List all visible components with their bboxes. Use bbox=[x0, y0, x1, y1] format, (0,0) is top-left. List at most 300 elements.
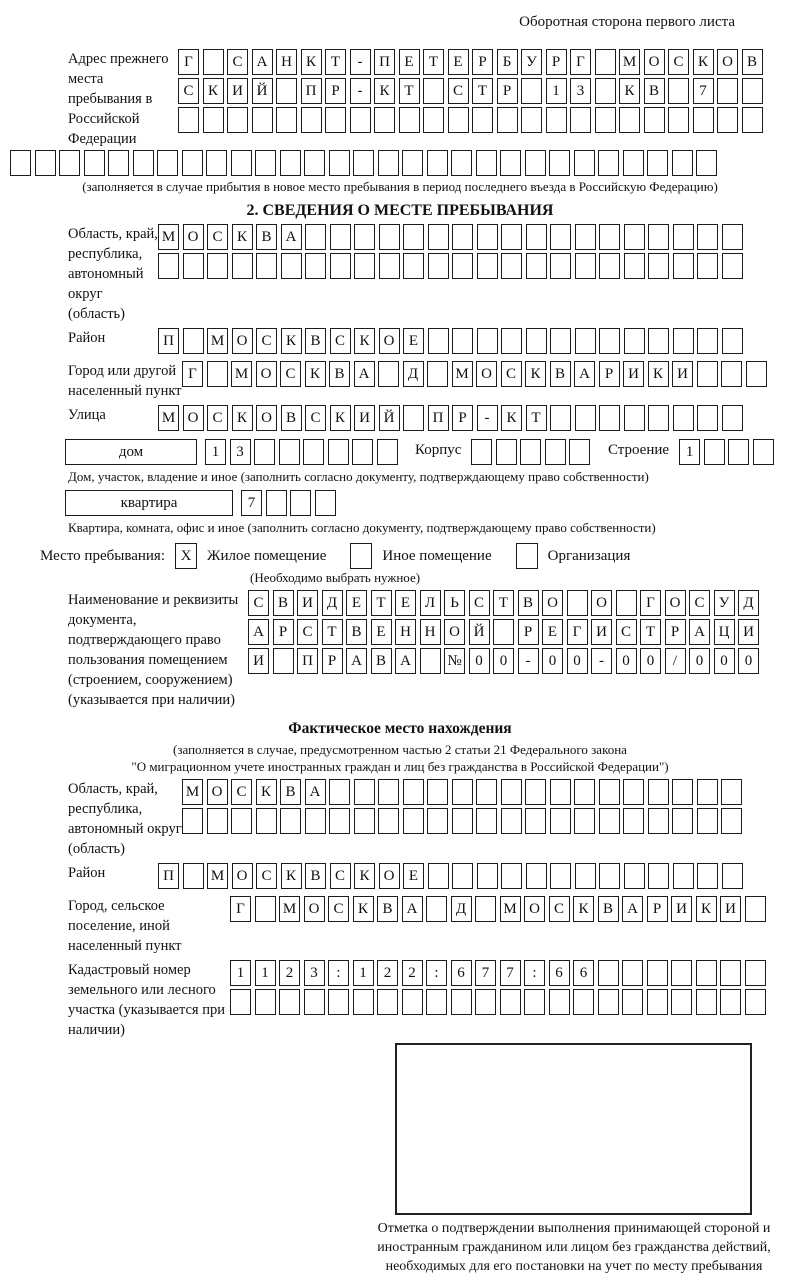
char-cell[interactable]: П bbox=[158, 863, 179, 889]
char-cell[interactable]: 0 bbox=[640, 648, 661, 674]
char-cell[interactable] bbox=[549, 150, 570, 176]
char-cell[interactable] bbox=[746, 361, 767, 387]
char-cell[interactable] bbox=[374, 107, 395, 133]
char-cell[interactable] bbox=[672, 150, 693, 176]
char-cell[interactable] bbox=[623, 779, 644, 805]
char-cell[interactable] bbox=[672, 808, 693, 834]
char-cell[interactable]: Т bbox=[399, 78, 420, 104]
char-cell[interactable]: Л bbox=[420, 590, 441, 616]
char-cell[interactable]: О bbox=[476, 361, 497, 387]
char-cell[interactable]: - bbox=[591, 648, 612, 674]
char-cell[interactable]: 6 bbox=[451, 960, 472, 986]
char-cell[interactable] bbox=[305, 253, 326, 279]
char-cell[interactable]: О bbox=[591, 590, 612, 616]
char-cell[interactable] bbox=[722, 328, 743, 354]
char-cell[interactable]: А bbox=[252, 49, 273, 75]
char-cell[interactable]: Т bbox=[325, 49, 346, 75]
char-cell[interactable] bbox=[647, 989, 668, 1015]
char-cell[interactable] bbox=[550, 253, 571, 279]
char-cell[interactable]: П bbox=[374, 49, 395, 75]
char-cell[interactable] bbox=[477, 863, 498, 889]
char-cell[interactable]: Н bbox=[420, 619, 441, 645]
char-cell[interactable]: В bbox=[280, 779, 301, 805]
char-cell[interactable]: 1 bbox=[546, 78, 567, 104]
char-cell[interactable]: Е bbox=[448, 49, 469, 75]
char-cell[interactable]: С bbox=[330, 863, 351, 889]
char-cell[interactable] bbox=[420, 648, 441, 674]
checkbox-residential[interactable]: X bbox=[175, 543, 197, 569]
char-cell[interactable]: А bbox=[622, 896, 643, 922]
char-cell[interactable] bbox=[254, 439, 275, 465]
char-cell[interactable] bbox=[279, 439, 300, 465]
char-cell[interactable]: Г bbox=[567, 619, 588, 645]
char-cell[interactable]: 3 bbox=[570, 78, 591, 104]
char-cell[interactable] bbox=[315, 490, 336, 516]
char-cell[interactable] bbox=[623, 150, 644, 176]
char-cell[interactable]: Е bbox=[403, 863, 424, 889]
char-cell[interactable]: К bbox=[281, 328, 302, 354]
char-cell[interactable] bbox=[648, 405, 669, 431]
char-cell[interactable] bbox=[697, 253, 718, 279]
char-cell[interactable] bbox=[108, 150, 129, 176]
char-cell[interactable] bbox=[525, 150, 546, 176]
char-cell[interactable]: Р bbox=[546, 49, 567, 75]
char-cell[interactable] bbox=[717, 78, 738, 104]
checkbox-other-premises[interactable] bbox=[350, 543, 372, 569]
char-cell[interactable] bbox=[379, 224, 400, 250]
char-cell[interactable] bbox=[183, 863, 204, 889]
char-cell[interactable] bbox=[476, 808, 497, 834]
char-cell[interactable]: А bbox=[574, 361, 595, 387]
char-cell[interactable] bbox=[158, 253, 179, 279]
char-cell[interactable]: 2 bbox=[377, 960, 398, 986]
char-cell[interactable]: Р bbox=[273, 619, 294, 645]
char-cell[interactable]: А bbox=[281, 224, 302, 250]
char-cell[interactable]: У bbox=[714, 590, 735, 616]
char-cell[interactable]: В bbox=[550, 361, 571, 387]
char-cell[interactable] bbox=[426, 896, 447, 922]
char-cell[interactable] bbox=[720, 960, 741, 986]
char-cell[interactable] bbox=[203, 49, 224, 75]
char-cell[interactable] bbox=[599, 224, 620, 250]
char-cell[interactable] bbox=[305, 808, 326, 834]
char-cell[interactable] bbox=[451, 150, 472, 176]
char-cell[interactable] bbox=[448, 107, 469, 133]
char-cell[interactable]: В bbox=[518, 590, 539, 616]
char-cell[interactable] bbox=[569, 439, 590, 465]
char-cell[interactable] bbox=[728, 439, 749, 465]
char-cell[interactable] bbox=[256, 808, 277, 834]
char-cell[interactable]: Р bbox=[325, 78, 346, 104]
char-cell[interactable] bbox=[545, 439, 566, 465]
char-cell[interactable] bbox=[697, 779, 718, 805]
char-cell[interactable] bbox=[452, 863, 473, 889]
char-cell[interactable] bbox=[399, 107, 420, 133]
char-cell[interactable] bbox=[281, 253, 302, 279]
char-cell[interactable]: С bbox=[256, 863, 277, 889]
char-cell[interactable]: М bbox=[158, 405, 179, 431]
char-cell[interactable]: К bbox=[354, 863, 375, 889]
char-cell[interactable] bbox=[525, 779, 546, 805]
char-cell[interactable]: Ь bbox=[444, 590, 465, 616]
char-cell[interactable]: 1 bbox=[255, 960, 276, 986]
char-cell[interactable] bbox=[35, 150, 56, 176]
char-cell[interactable] bbox=[717, 107, 738, 133]
char-cell[interactable]: : bbox=[524, 960, 545, 986]
char-cell[interactable] bbox=[722, 224, 743, 250]
apartment-type-box[interactable]: квартира bbox=[65, 490, 233, 516]
char-cell[interactable]: К bbox=[301, 49, 322, 75]
char-cell[interactable] bbox=[742, 107, 763, 133]
char-cell[interactable] bbox=[403, 808, 424, 834]
char-cell[interactable]: М bbox=[207, 328, 228, 354]
char-cell[interactable] bbox=[290, 490, 311, 516]
char-cell[interactable]: 0 bbox=[616, 648, 637, 674]
char-cell[interactable]: Р bbox=[472, 49, 493, 75]
char-cell[interactable] bbox=[616, 590, 637, 616]
char-cell[interactable] bbox=[428, 224, 449, 250]
char-cell[interactable] bbox=[619, 107, 640, 133]
char-cell[interactable] bbox=[575, 253, 596, 279]
char-cell[interactable] bbox=[133, 150, 154, 176]
char-cell[interactable] bbox=[477, 253, 498, 279]
char-cell[interactable] bbox=[252, 107, 273, 133]
char-cell[interactable]: О bbox=[207, 779, 228, 805]
char-cell[interactable] bbox=[328, 439, 349, 465]
char-cell[interactable] bbox=[354, 779, 375, 805]
char-cell[interactable]: О bbox=[717, 49, 738, 75]
char-cell[interactable]: К bbox=[256, 779, 277, 805]
char-cell[interactable]: Д bbox=[322, 590, 343, 616]
char-cell[interactable] bbox=[574, 150, 595, 176]
char-cell[interactable]: Д bbox=[738, 590, 759, 616]
char-cell[interactable]: 0 bbox=[542, 648, 563, 674]
char-cell[interactable]: О bbox=[183, 405, 204, 431]
char-cell[interactable] bbox=[647, 960, 668, 986]
char-cell[interactable]: И bbox=[671, 896, 692, 922]
char-cell[interactable]: К bbox=[232, 224, 253, 250]
char-cell[interactable]: М bbox=[207, 863, 228, 889]
char-cell[interactable] bbox=[427, 361, 448, 387]
char-cell[interactable]: О bbox=[644, 49, 665, 75]
char-cell[interactable]: С bbox=[689, 590, 710, 616]
char-cell[interactable]: Р bbox=[599, 361, 620, 387]
char-cell[interactable]: Е bbox=[542, 619, 563, 645]
char-cell[interactable] bbox=[500, 989, 521, 1015]
char-cell[interactable]: П bbox=[301, 78, 322, 104]
char-cell[interactable] bbox=[403, 253, 424, 279]
char-cell[interactable] bbox=[721, 361, 742, 387]
char-cell[interactable] bbox=[157, 150, 178, 176]
char-cell[interactable] bbox=[668, 107, 689, 133]
char-cell[interactable] bbox=[280, 150, 301, 176]
char-cell[interactable]: Д bbox=[451, 896, 472, 922]
char-cell[interactable]: К bbox=[330, 405, 351, 431]
char-cell[interactable] bbox=[477, 328, 498, 354]
char-cell[interactable] bbox=[526, 328, 547, 354]
char-cell[interactable]: А bbox=[305, 779, 326, 805]
char-cell[interactable] bbox=[697, 405, 718, 431]
char-cell[interactable]: О bbox=[542, 590, 563, 616]
char-cell[interactable] bbox=[671, 960, 692, 986]
char-cell[interactable]: И bbox=[738, 619, 759, 645]
char-cell[interactable] bbox=[378, 150, 399, 176]
char-cell[interactable]: 0 bbox=[493, 648, 514, 674]
char-cell[interactable]: 0 bbox=[469, 648, 490, 674]
char-cell[interactable] bbox=[673, 224, 694, 250]
char-cell[interactable] bbox=[575, 224, 596, 250]
char-cell[interactable] bbox=[452, 253, 473, 279]
char-cell[interactable] bbox=[644, 107, 665, 133]
char-cell[interactable]: Г bbox=[570, 49, 591, 75]
char-cell[interactable] bbox=[595, 49, 616, 75]
char-cell[interactable]: К bbox=[203, 78, 224, 104]
char-cell[interactable]: Т bbox=[322, 619, 343, 645]
char-cell[interactable] bbox=[573, 989, 594, 1015]
char-cell[interactable]: Р bbox=[452, 405, 473, 431]
char-cell[interactable]: 2 bbox=[402, 960, 423, 986]
char-cell[interactable] bbox=[232, 253, 253, 279]
char-cell[interactable]: Г bbox=[640, 590, 661, 616]
char-cell[interactable] bbox=[742, 78, 763, 104]
char-cell[interactable] bbox=[696, 150, 717, 176]
char-cell[interactable] bbox=[648, 779, 669, 805]
char-cell[interactable] bbox=[575, 863, 596, 889]
char-cell[interactable]: О bbox=[379, 863, 400, 889]
char-cell[interactable]: № bbox=[444, 648, 465, 674]
char-cell[interactable] bbox=[207, 808, 228, 834]
char-cell[interactable]: 6 bbox=[549, 960, 570, 986]
char-cell[interactable]: 7 bbox=[241, 490, 262, 516]
char-cell[interactable]: 3 bbox=[304, 960, 325, 986]
char-cell[interactable] bbox=[524, 989, 545, 1015]
char-cell[interactable]: 0 bbox=[689, 648, 710, 674]
char-cell[interactable]: Р bbox=[322, 648, 343, 674]
char-cell[interactable] bbox=[599, 808, 620, 834]
char-cell[interactable] bbox=[427, 779, 448, 805]
char-cell[interactable] bbox=[673, 863, 694, 889]
char-cell[interactable]: К bbox=[648, 361, 669, 387]
char-cell[interactable] bbox=[304, 989, 325, 1015]
char-cell[interactable]: Р bbox=[497, 78, 518, 104]
char-cell[interactable]: И bbox=[227, 78, 248, 104]
checkbox-organization[interactable] bbox=[516, 543, 538, 569]
char-cell[interactable] bbox=[648, 863, 669, 889]
char-cell[interactable] bbox=[329, 808, 350, 834]
char-cell[interactable]: С bbox=[248, 590, 269, 616]
char-cell[interactable]: 0 bbox=[738, 648, 759, 674]
char-cell[interactable]: В bbox=[305, 328, 326, 354]
char-cell[interactable]: Е bbox=[371, 619, 392, 645]
char-cell[interactable] bbox=[354, 224, 375, 250]
char-cell[interactable] bbox=[622, 989, 643, 1015]
char-cell[interactable] bbox=[353, 150, 374, 176]
char-cell[interactable]: М bbox=[231, 361, 252, 387]
char-cell[interactable] bbox=[575, 405, 596, 431]
char-cell[interactable] bbox=[207, 253, 228, 279]
char-cell[interactable]: Й bbox=[469, 619, 490, 645]
char-cell[interactable] bbox=[526, 253, 547, 279]
char-cell[interactable]: 1 bbox=[679, 439, 700, 465]
char-cell[interactable] bbox=[477, 224, 498, 250]
char-cell[interactable] bbox=[574, 808, 595, 834]
char-cell[interactable]: Т bbox=[472, 78, 493, 104]
char-cell[interactable] bbox=[403, 779, 424, 805]
char-cell[interactable] bbox=[570, 107, 591, 133]
char-cell[interactable] bbox=[745, 960, 766, 986]
char-cell[interactable] bbox=[673, 328, 694, 354]
char-cell[interactable]: О bbox=[304, 896, 325, 922]
char-cell[interactable] bbox=[354, 808, 375, 834]
char-cell[interactable]: О bbox=[232, 863, 253, 889]
char-cell[interactable] bbox=[59, 150, 80, 176]
char-cell[interactable]: 2 bbox=[279, 960, 300, 986]
char-cell[interactable] bbox=[84, 150, 105, 176]
char-cell[interactable]: В bbox=[329, 361, 350, 387]
char-cell[interactable] bbox=[697, 863, 718, 889]
char-cell[interactable]: Н bbox=[395, 619, 416, 645]
char-cell[interactable] bbox=[428, 253, 449, 279]
char-cell[interactable] bbox=[599, 779, 620, 805]
char-cell[interactable] bbox=[475, 989, 496, 1015]
char-cell[interactable]: Й bbox=[379, 405, 400, 431]
char-cell[interactable]: П bbox=[428, 405, 449, 431]
char-cell[interactable] bbox=[721, 779, 742, 805]
char-cell[interactable] bbox=[550, 224, 571, 250]
char-cell[interactable] bbox=[206, 150, 227, 176]
char-cell[interactable] bbox=[255, 989, 276, 1015]
char-cell[interactable]: И bbox=[591, 619, 612, 645]
char-cell[interactable] bbox=[550, 863, 571, 889]
char-cell[interactable] bbox=[501, 224, 522, 250]
char-cell[interactable] bbox=[303, 439, 324, 465]
char-cell[interactable] bbox=[671, 989, 692, 1015]
char-cell[interactable] bbox=[599, 328, 620, 354]
char-cell[interactable]: Т bbox=[371, 590, 392, 616]
char-cell[interactable] bbox=[574, 779, 595, 805]
char-cell[interactable]: С bbox=[207, 224, 228, 250]
char-cell[interactable]: П bbox=[158, 328, 179, 354]
char-cell[interactable]: Г bbox=[230, 896, 251, 922]
char-cell[interactable]: С bbox=[231, 779, 252, 805]
char-cell[interactable] bbox=[276, 107, 297, 133]
char-cell[interactable] bbox=[697, 808, 718, 834]
char-cell[interactable]: С bbox=[330, 328, 351, 354]
char-cell[interactable] bbox=[377, 439, 398, 465]
char-cell[interactable] bbox=[550, 808, 571, 834]
char-cell[interactable]: 7 bbox=[693, 78, 714, 104]
char-cell[interactable]: К bbox=[232, 405, 253, 431]
char-cell[interactable] bbox=[722, 863, 743, 889]
char-cell[interactable]: А bbox=[402, 896, 423, 922]
char-cell[interactable]: А bbox=[354, 361, 375, 387]
char-cell[interactable]: Т bbox=[423, 49, 444, 75]
char-cell[interactable] bbox=[231, 808, 252, 834]
char-cell[interactable] bbox=[471, 439, 492, 465]
char-cell[interactable]: О bbox=[256, 405, 277, 431]
char-cell[interactable]: С bbox=[668, 49, 689, 75]
char-cell[interactable] bbox=[500, 150, 521, 176]
char-cell[interactable] bbox=[722, 253, 743, 279]
char-cell[interactable]: О bbox=[232, 328, 253, 354]
char-cell[interactable]: С bbox=[227, 49, 248, 75]
char-cell[interactable] bbox=[452, 328, 473, 354]
char-cell[interactable]: В bbox=[644, 78, 665, 104]
char-cell[interactable]: Е bbox=[395, 590, 416, 616]
char-cell[interactable] bbox=[402, 989, 423, 1015]
char-cell[interactable] bbox=[599, 405, 620, 431]
char-cell[interactable]: : bbox=[328, 960, 349, 986]
char-cell[interactable] bbox=[227, 107, 248, 133]
char-cell[interactable] bbox=[402, 150, 423, 176]
char-cell[interactable] bbox=[696, 989, 717, 1015]
char-cell[interactable]: У bbox=[521, 49, 542, 75]
char-cell[interactable]: О bbox=[524, 896, 545, 922]
char-cell[interactable] bbox=[521, 107, 542, 133]
char-cell[interactable] bbox=[720, 989, 741, 1015]
char-cell[interactable]: / bbox=[665, 648, 686, 674]
char-cell[interactable] bbox=[501, 863, 522, 889]
char-cell[interactable] bbox=[329, 150, 350, 176]
char-cell[interactable]: С bbox=[328, 896, 349, 922]
char-cell[interactable] bbox=[598, 960, 619, 986]
char-cell[interactable] bbox=[648, 224, 669, 250]
char-cell[interactable]: К bbox=[619, 78, 640, 104]
char-cell[interactable]: С bbox=[616, 619, 637, 645]
char-cell[interactable]: С bbox=[501, 361, 522, 387]
char-cell[interactable]: 0 bbox=[567, 648, 588, 674]
char-cell[interactable]: М bbox=[182, 779, 203, 805]
char-cell[interactable] bbox=[623, 808, 644, 834]
char-cell[interactable]: А bbox=[689, 619, 710, 645]
char-cell[interactable] bbox=[648, 808, 669, 834]
char-cell[interactable]: М bbox=[279, 896, 300, 922]
char-cell[interactable]: В bbox=[346, 619, 367, 645]
char-cell[interactable] bbox=[10, 150, 31, 176]
char-cell[interactable] bbox=[549, 989, 570, 1015]
char-cell[interactable]: Б bbox=[497, 49, 518, 75]
char-cell[interactable] bbox=[493, 619, 514, 645]
char-cell[interactable]: 7 bbox=[500, 960, 521, 986]
char-cell[interactable] bbox=[428, 328, 449, 354]
char-cell[interactable] bbox=[668, 78, 689, 104]
char-cell[interactable]: Г bbox=[182, 361, 203, 387]
char-cell[interactable] bbox=[230, 989, 251, 1015]
char-cell[interactable] bbox=[672, 779, 693, 805]
char-cell[interactable] bbox=[305, 224, 326, 250]
char-cell[interactable]: С bbox=[549, 896, 570, 922]
char-cell[interactable]: С bbox=[256, 328, 277, 354]
char-cell[interactable]: С bbox=[469, 590, 490, 616]
char-cell[interactable] bbox=[183, 328, 204, 354]
char-cell[interactable] bbox=[350, 107, 371, 133]
char-cell[interactable]: О bbox=[665, 590, 686, 616]
char-cell[interactable]: Г bbox=[178, 49, 199, 75]
char-cell[interactable]: В bbox=[377, 896, 398, 922]
char-cell[interactable] bbox=[304, 150, 325, 176]
char-cell[interactable]: 7 bbox=[475, 960, 496, 986]
char-cell[interactable] bbox=[182, 808, 203, 834]
char-cell[interactable] bbox=[182, 150, 203, 176]
char-cell[interactable] bbox=[329, 779, 350, 805]
char-cell[interactable] bbox=[255, 896, 276, 922]
char-cell[interactable] bbox=[325, 107, 346, 133]
char-cell[interactable] bbox=[231, 150, 252, 176]
char-cell[interactable]: П bbox=[297, 648, 318, 674]
char-cell[interactable]: В bbox=[273, 590, 294, 616]
char-cell[interactable] bbox=[256, 253, 277, 279]
char-cell[interactable] bbox=[526, 863, 547, 889]
